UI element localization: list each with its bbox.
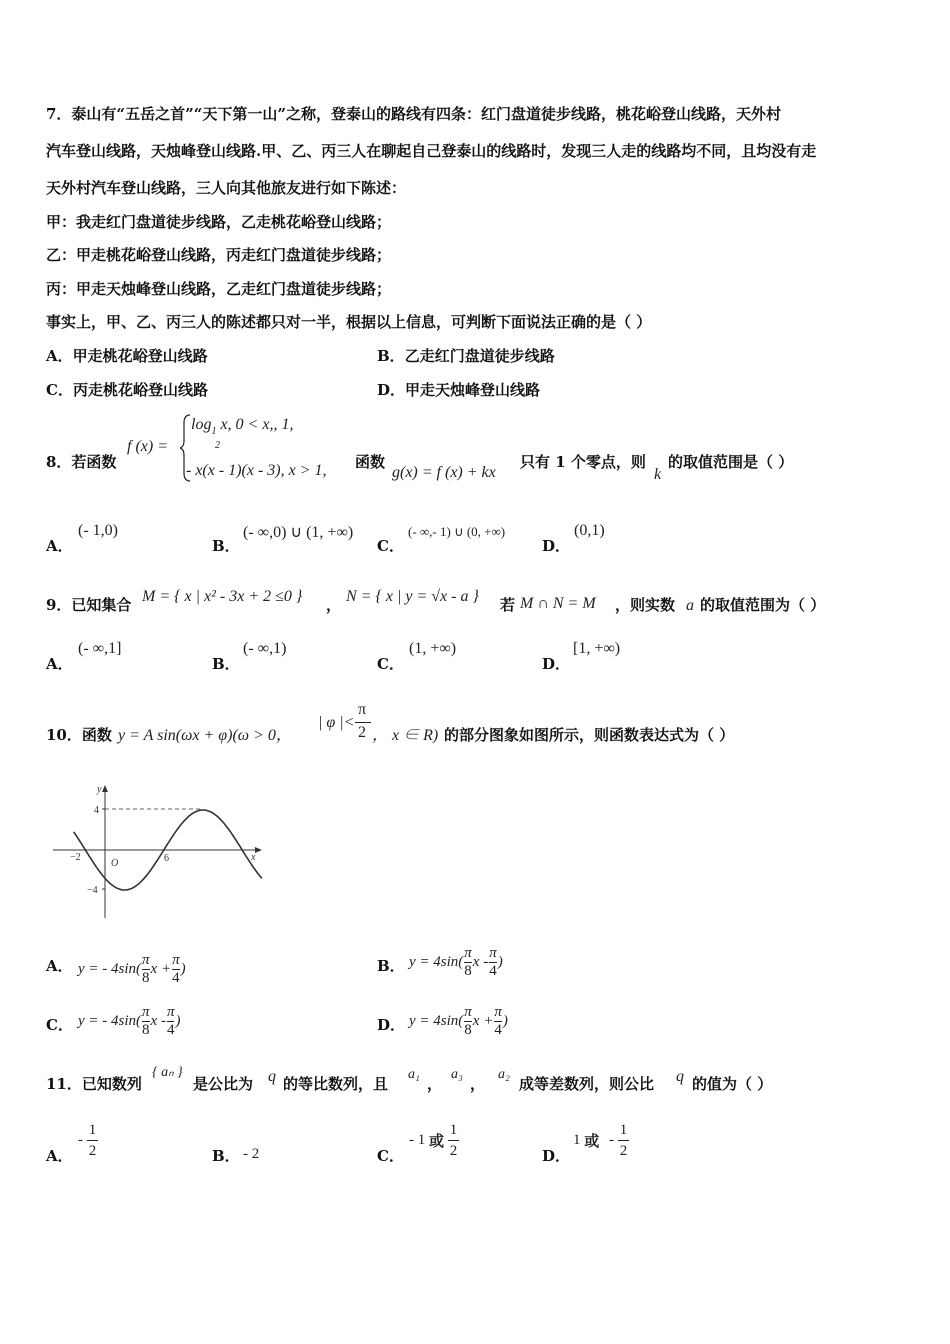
q10-option-d[interactable]: [377, 1014, 405, 1035]
q11-seq: { aₙ }: [152, 1065, 183, 1080]
option-label: D．: [377, 1016, 406, 1034]
q7-line-7: 事实上，甲、乙、丙三人的陈述都只对一半，根据以上信息，可判断下面说法正确的是（ ）: [46, 313, 652, 331]
q11-option-a-value: - $\frac{1}{2}$: [78, 1122, 97, 1159]
q8-case-2: - x(x - 1)(x - 3), x > 1,: [186, 462, 327, 479]
option-label: A．: [46, 537, 73, 555]
q9-option-c[interactable]: [377, 653, 404, 674]
option-text: 甲走桃花峪登山线路: [72, 347, 208, 365]
q11-a1: a₁: [408, 1067, 420, 1082]
q8-option-b-value: (- ∞,0) ∪ (1, +∞): [243, 524, 354, 541]
q10-pi: π: [358, 701, 367, 718]
q11-option-c-value: - 1 或 $\frac{1}{2}$: [409, 1122, 458, 1159]
option-label: C．: [377, 537, 404, 555]
x-neg-label: −2: [70, 852, 81, 863]
option-label: A．: [46, 655, 73, 673]
q9-option-d-value: [1, +∞): [573, 640, 621, 657]
q9-set-n: N = { x | y = √x - a }: [346, 588, 479, 605]
option-label: A．: [46, 347, 73, 365]
q9-set-m: M = { x | x² - 3x + 2 ≤0 }: [142, 588, 303, 605]
q10-option-b[interactable]: [377, 955, 405, 976]
q9-cond: M ∩ N = M: [520, 595, 596, 612]
q11-option-b-value: - 2: [243, 1146, 260, 1162]
q10-option-a[interactable]: [46, 955, 73, 976]
q11-suffix: 的值为（ ）: [692, 1075, 773, 1093]
q11-prefix: 11．已知数列: [46, 1075, 142, 1093]
q7-line-3: 天外村汽车登山线路，三人向其他旅友进行如下陈述：: [46, 179, 407, 197]
q9-suffix: 的取值范围为（ ）: [700, 596, 826, 614]
q11-option-c[interactable]: [377, 1145, 404, 1166]
q9-a: a: [686, 597, 694, 614]
y-max-label: 4: [94, 805, 99, 816]
option-text: 甲走天烛峰登山线路: [405, 381, 541, 399]
q10-option-a-expr: y = - 4sin( $\frac{\pi}{8}$ x + $\frac{\pi}{4}$ ): [78, 952, 186, 986]
q11-option-d[interactable]: [542, 1145, 570, 1166]
q7-line-1: 7．泰山有“五岳之首”“天下第一山”之称，登泰山的路线有四条：红门盘道徒步线路，桃花峪登山线路，天外村: [46, 105, 781, 123]
q10-domain: ， x ∈ R): [372, 727, 439, 744]
q10-suffix: 的部分图象如图所示，则函数表达式为（ ）: [444, 726, 735, 744]
q9-mid: 若: [500, 596, 516, 614]
q8-case-1-sub2: 2: [215, 440, 220, 451]
q8-option-d[interactable]: [542, 535, 570, 556]
q8-option-b[interactable]: [212, 535, 240, 556]
q9-option-b-value: (- ∞,1): [243, 640, 287, 657]
q10-func: y = A sin(ωx + φ)(ω > 0，: [118, 727, 292, 744]
x-tick-label: 6: [164, 853, 169, 864]
q11-mid: 是公比为: [193, 1075, 254, 1093]
option-label: D．: [377, 381, 406, 399]
q10-option-d-expr: y = 4sin( $\frac{\pi}{8}$ x + $\frac{\pi}{4}$ ): [409, 1004, 508, 1038]
q11-option-b[interactable]: [212, 1145, 240, 1166]
option-label: D．: [542, 537, 571, 555]
q8-gx: g(x) = f (x) + kx: [392, 464, 496, 481]
q7-line-2: 汽车登山线路，天烛峰登山线路.甲、乙、丙三人在聊起自己登泰山的线路时，发现三人走的线路均不同，且均没有走: [46, 142, 817, 160]
q10-option-b-expr: y = 4sin( $\frac{\pi}{8}$ x - $\frac{\pi}{4}$ ): [409, 945, 503, 979]
q11-q: q: [268, 1068, 276, 1085]
q11-a3: a₃: [451, 1067, 463, 1082]
option-label: D．: [542, 1147, 571, 1165]
q8-prefix: 8．若函数: [46, 453, 117, 471]
q8-k: k: [654, 466, 662, 483]
q7-option-b[interactable]: [377, 345, 555, 366]
option-text: 乙走红门盘道徒步线路: [404, 347, 555, 365]
q11-comma-2: ，: [470, 1075, 486, 1093]
q8-option-c[interactable]: [377, 535, 404, 556]
option-label: B．: [212, 537, 240, 555]
origin-label: O: [111, 858, 119, 869]
q11-mid3: 成等差数列，则公比: [519, 1075, 655, 1093]
y-min-label: −4: [87, 885, 98, 896]
option-label: B．: [377, 957, 405, 975]
q8-fx: f (x) =: [127, 438, 168, 455]
x-axis-label: x: [251, 852, 256, 863]
q9-option-b[interactable]: [212, 653, 240, 674]
q11-option-d-value: 1 或 - $\frac{1}{2}$: [573, 1122, 628, 1159]
y-axis-arrow: [102, 785, 108, 792]
option-label: A．: [46, 957, 73, 975]
q7-option-c[interactable]: [46, 379, 208, 400]
q11-option-a[interactable]: [46, 1145, 73, 1166]
option-label: B．: [377, 347, 405, 365]
q11-q-2: q: [676, 1068, 684, 1085]
option-label: C．: [377, 1147, 404, 1165]
option-label: B．: [212, 655, 240, 673]
q10-two: 2: [358, 724, 366, 741]
option-label: D．: [542, 655, 571, 673]
q7-line-6: 丙：甲走天烛峰登山线路，乙走红门盘道徒步线路；: [46, 280, 392, 298]
option-label: B．: [212, 1147, 240, 1165]
q11-mid2: 的等比数列，且: [283, 1075, 389, 1093]
q8-option-a-value: (- 1,0): [78, 522, 118, 539]
q10-option-c[interactable]: [46, 1014, 73, 1035]
q8-option-d-value: (0,1): [574, 522, 605, 539]
option-label: C．: [46, 1016, 73, 1034]
y-axis-label: y: [97, 784, 102, 795]
q7-line-5: 乙：甲走桃花峪登山线路，丙走红门盘道徒步线路；: [46, 246, 392, 264]
q10-option-c-expr: y = - 4sin( $\frac{\pi}{8}$ x - $\frac{\pi}{4}$ ): [78, 1004, 181, 1038]
q7-line-4: 甲：我走红门盘道徒步线路，乙走桃花峪登山线路；: [46, 213, 392, 231]
q10-prefix: 10．函数: [46, 726, 112, 744]
q10-frac-bar: [355, 722, 371, 723]
q10-phi: | φ |<: [318, 714, 355, 731]
option-text: 丙走桃花峪登山线路: [72, 381, 208, 399]
q9-sep: ，: [326, 596, 342, 614]
q11-a2: a₂: [498, 1067, 510, 1082]
q8-mid2: 只有 1 个零点，则: [520, 453, 646, 471]
x-axis-arrow: [255, 847, 262, 853]
q11-comma-1: ，: [427, 1075, 443, 1093]
q9-option-d[interactable]: [542, 653, 570, 674]
q9-prefix: 9．已知集合: [46, 596, 132, 614]
q7-option-a[interactable]: [46, 345, 208, 366]
q9-mid2: ，则实数: [615, 596, 676, 614]
q8-mid: 函数: [355, 453, 386, 471]
option-label: C．: [46, 381, 73, 399]
q8-option-c-value: (- ∞,- 1) ∪ (0, +∞): [408, 524, 506, 539]
option-label: A．: [46, 1147, 73, 1165]
option-label: C．: [377, 655, 404, 673]
q10-graph: [50, 778, 265, 923]
q9-option-a-value: (- ∞,1]: [78, 640, 122, 657]
q8-case-1: $\log_1 x$, 0 < x,, 1,: [191, 416, 294, 437]
q9-option-a[interactable]: [46, 653, 73, 674]
q8-suffix: 的取值范围是（ ）: [668, 453, 794, 471]
q8-option-a[interactable]: [46, 535, 73, 556]
q7-option-d[interactable]: [377, 379, 540, 400]
q9-option-c-value: (1, +∞): [409, 640, 457, 657]
